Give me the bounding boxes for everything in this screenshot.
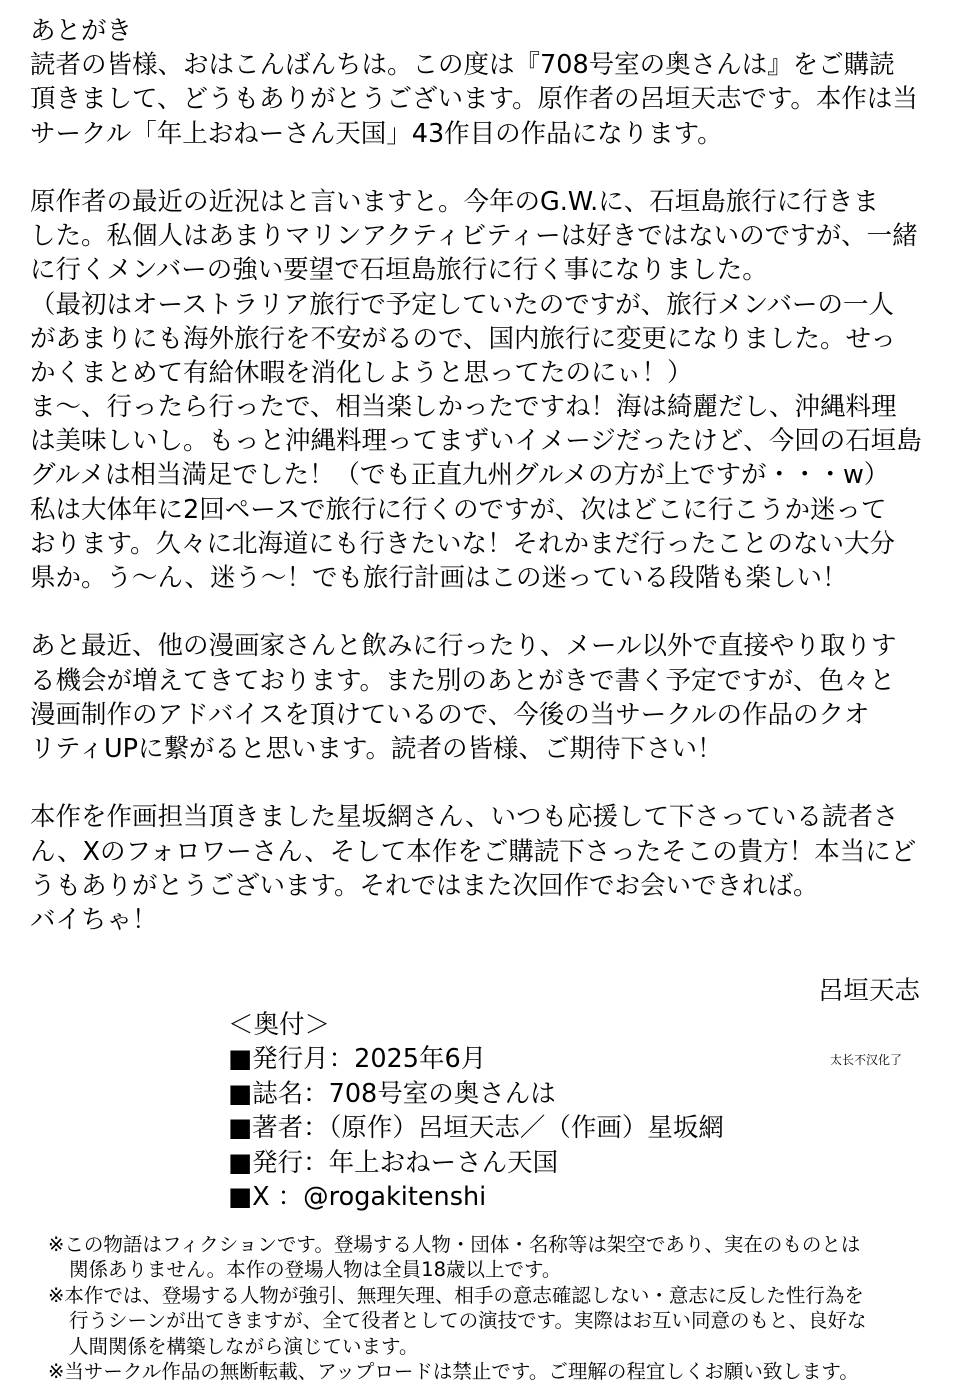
afterword-line: バイちゃ！	[30, 904, 158, 935]
afterword-line: リティUPに繋がると思います。読者の皆様、ご期待下さい！	[30, 733, 723, 764]
afterword-line: （最初はオーストラリア旅行で予定していたのですが、旅行メンバーの一人	[30, 289, 894, 320]
afterword-line: あと最近、他の漫画家さんと飲みに行ったり、メール以外で直接やり取りす	[30, 631, 897, 662]
afterword-line: うもありがとうございます。それではまた次回作でお会いできれば。	[30, 870, 819, 901]
author-signature: 呂垣天志	[818, 976, 921, 1006]
colophon-item-title: ■誌名：708号室の奥さんは	[228, 1078, 556, 1109]
afterword-line: があまりにも海外旅行を不安がるので、国内旅行に変更になりました。せっ	[30, 323, 896, 354]
paragraph-gap	[30, 595, 965, 629]
afterword-line: 漫画制作のアドバイスを頂けているので、今後の当サークルの作品のクオ	[30, 699, 870, 730]
colophon-item-x-account: ■X ：@rogakitenshi	[228, 1181, 487, 1212]
afterword-line: る機会が増えてきております。また別のあとがきで書く予定ですが、色々と	[30, 665, 895, 696]
afterword-line: 本作を作画担当頂きました星坂網さん、いつも応援して下さっている読者さ	[30, 802, 899, 833]
colophon-item-publish-month: ■発行月：2025年6月	[228, 1044, 487, 1075]
afterword-line: 原作者の最近の近況はと言いますと。今年のG.W.に、石垣島旅行に行きま	[30, 186, 879, 217]
disclaimer-line: ※この物語はフィクションです。登場する人物・団体・名称等は架空であり、実在のものとは	[48, 1233, 861, 1256]
disclaimer-line: 関係ありません。本作の登場人物は全員18歳以上です。	[69, 1258, 562, 1282]
disclaimer-line: 行うシーンが出てきますが、全て役者としての演技です。実際はお互い同意のもと、良好な	[69, 1309, 867, 1333]
afterword-line: した。私個人はあまりマリンアクティビティーは好きではないのですが、一緒	[30, 221, 918, 252]
afterword-line: 県か。う～ん、迷う～！でも旅行計画はこの迷っている段階も楽しい！	[30, 563, 848, 593]
disclaimer-line: ※当サークル作品の無断転載、アップロードは禁止です。ご理解の程宜しくお願い致します。	[48, 1359, 859, 1383]
afterword-line: グルメは相当満足でした！（でも正直九州グルメの方が上ですが・・・w）	[30, 460, 890, 491]
disclaimer-line: 人間関係を構築しながら演じています。	[69, 1334, 419, 1358]
afterword-heading: あとがき	[30, 16, 133, 46]
colophon	[228, 1008, 724, 1214]
afterword-line: 私は大体年に2回ペースで旅行に行くのですが、次はどこに行こうか迷って	[30, 494, 887, 525]
paragraph-gap	[30, 766, 965, 800]
afterword-line: ん、Xのフォロワーさん、そして本作をご購読下さったそこの貴方！本当にど	[30, 836, 917, 867]
afterword-line: おります。久々に北海道にも行きたいな！それかまだ行ったことのない大分	[30, 528, 895, 559]
afterword-line: サークル「年上おねーさん天国」43作目の作品になります。	[30, 118, 723, 149]
afterword-text	[30, 14, 965, 937]
afterword-line: 読者の皆様、おはこんばんちは。この度は『708号室の奥さんは』をご購読	[30, 50, 895, 81]
colophon-heading: ＜奥付＞	[228, 1010, 331, 1040]
colophon-item-publisher: ■発行：年上おねーさん天国	[228, 1147, 559, 1178]
translator-note: 太长不汉化了	[830, 1053, 903, 1067]
afterword-line: 頂きまして、どうもありがとうございます。原作者の呂垣天志です。本作は当	[30, 84, 918, 115]
afterword-line: は美味しいし。もっと沖縄料理ってまずいイメージだったけど、今回の石垣島	[30, 426, 922, 457]
colophon-item-authors: ■著者：（原作）呂垣天志／（作画）星坂網	[228, 1113, 724, 1144]
afterword-line: に行くメンバーの強い要望で石垣島旅行に行く事になりました。	[30, 255, 768, 286]
disclaimer-notes	[48, 1232, 867, 1384]
afterword-line: かくまとめて有給休暇を消化しようと思ってたのにぃ！）	[30, 357, 693, 388]
disclaimer-line: ※本作では、登場する人物が強引、無理矢理、相手の意志確認しない・意志に反した性行為を	[48, 1283, 864, 1307]
paragraph-gap	[30, 151, 965, 185]
afterword-line: ま～、行ったら行ったで、相当楽しかったですね！海は綺麗だし、沖縄料理	[30, 392, 897, 423]
